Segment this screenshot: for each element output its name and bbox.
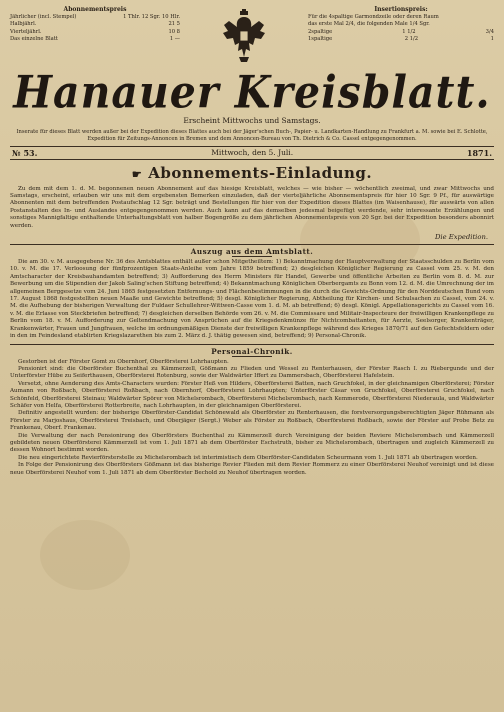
price-row-value: 1 Thlr. 12 Sgr. 10 Hlr. bbox=[123, 14, 180, 21]
price-row-value: 1 — bbox=[169, 35, 180, 42]
insert-row bbox=[308, 36, 494, 43]
newspaper-subtitle: Erscheint Mittwochs und Samstags. bbox=[183, 116, 321, 125]
eagle-icon bbox=[221, 9, 267, 63]
chronik-paragraph: Pensionirt sind: die Oberförster Buchenthal zu Kämmerzell, Gößmann zu Flieden und Wessel zu Renterhausen, der Förster Rasch I. zu Riebergunde und der Unterförster Hübe zu Seiferthausen, Oberförsterei Rotenburg, sowie der Waldwärter Iffert zu Dammersbach, Oberförsterei Hafelstein. bbox=[10, 365, 494, 380]
price-row-label: Vierteljährl. bbox=[10, 28, 42, 35]
price-row-label: Jährlicher (incl. Stempel) bbox=[10, 14, 77, 21]
amtsblatt-text: Die am 30. v. M. ausgegebene Nr. 36 des Amtsblattes enthält außer schon Mitgetheiltem: 1) Bekanntmachung der Hauptverwaltung der Staatsschulden zu Berlin vom 10. v. M. die 17. Verloosung der fünfprozentigen Staats-Anleihe vom Jahre 1859 betreffend; 2) desgleichen Königlicher Regierung zu Cassel vom 25. v. M. den Amtscharacter der Kreisbauhandamten betreffend; 3) Aufforderung des Herrn Ministers für Handel, Gewerbe und öffentliche Arbeiten zu Berlin vom 8. d. M. zur Bewerbung um die Stipendien der Jakob Saling'schen Stiftung betreffend; 4) Bekanntmachung Königlichen Oberbergamts zu Bonn vom 12. d. M. die Umrechnung der im allgemeinen Berggesetze vom 24. Juni 1865 festgesetzten Entfernungs- und Flächenbestimmungen in die durch die Gewichts-Ordnung für den Norddeutschen Bund vom 17. August 1868 festgestellten neuen Maaße und Gewichte betreffend; 5) desgl. Königlicher Regierung, Abtheilung für Kirchen- und Schulsachen zu Cassel, vom 24. v. M. die Aufhebung der bisherigen Verwaltung der Fuldaer Schullehrer-Wittwen-Casse vom 1. d. M. ab betreffend; 6) desgl. Königl. Appellationsgerichts zu Cassel vom 16. v. M. die Erlasse von Steckbriefen betreffend; 7) desgleichen derselben Behörde vom 26. v. M. die Commissare und Militair-Inspecteure der freiwilligen Krankenpflege zu Berlin vom 18. v. M. Aufforderung zur Geltendmachung von Ansprüchen auf die Kriegsdenkmünze für Nichtcombattanten, für Aerzte, Seelsorger, Krankenträger, Krankenwärter, Frauen und Jungfrauen, welche im ordnungsmäßigen Dienste der freiwilligen Krankenpflege während des Krieges 1870/71 auf den Gefechtsfeldern oder in den im Feindesland etablirten Kriegslazarethen bis zum 2. März d. J. thätig gewesen sind, betreffend; 9) Personal-Chronik. bbox=[10, 259, 494, 340]
subscription-price-box bbox=[10, 6, 180, 43]
pointing-hand-icon: ☛ bbox=[131, 167, 143, 181]
price-row-value: 10 8 bbox=[168, 28, 180, 35]
eagle-emblem bbox=[220, 8, 268, 64]
price-row bbox=[10, 14, 180, 21]
chronik-paragraph: Definitiv angestellt wurden: der bisherige Oberförster-Candidat Schönewald als Oberförster zu Renterhausen, die forstversorgungsberechtigten Jäger Rühmann als Förster zu Marjoshaus, Oberförsterei Treisbach, und Oberjäger (Sergt.) Weber als Förster zu Roßbach, Oberförsterei Roßbach, sowie der Förster auf Probe Betz zu Frankenau, Oberf. Frankenau. bbox=[10, 410, 494, 432]
chronik-paragraph: In Folge der Pensionirung des Oberförsters Gößmann ist das bisherige Revier Flieden mit dem Revier Rommerz zu einer Oberförsterei Neuhof vereinigt und ist diese neue Oberförsterei Neuhof vom 1. Juli 1871 ab dem Oberförster Bechold zu Neuhof übertragen worden. bbox=[10, 462, 494, 476]
abonnement-title: Abonnements-Einladung. bbox=[148, 163, 373, 182]
insert-row bbox=[308, 29, 494, 36]
newspaper-title: Hanauer Kreisblatt. bbox=[13, 65, 491, 119]
issue-bar bbox=[10, 146, 494, 160]
chronik-paragraph: Die Verwaltung der nach Pensionirung des Oberförsters Buchenthal zu Kämmerzell durch Vereinigung der beiden Reviere Michelsrombach und Kämmerzell gebildeten neuen Oberförsterei Kämmerzell ist vom 1. Juli 1871 ab dem Oberförster Eschstruth, bisher zu Michelsrombach, übertragen und zugleich Kämmerzell zu dessen Wohnort bestimmt worden. bbox=[10, 432, 494, 454]
insert-line: das erste Mal 2/4, die folgenden Male 1/4 Sgr. bbox=[308, 21, 430, 28]
insert-line: Für die 4spaltige Garmondzeile oder deren Raum bbox=[308, 14, 439, 21]
price-row-label: Halbjährl. bbox=[10, 21, 37, 28]
personal-chronik-body bbox=[10, 359, 494, 478]
amtsblatt-title: Auszug aus dem Amtsblatt. bbox=[190, 247, 314, 257]
insert-box-title: Insertionspreis: bbox=[374, 6, 428, 13]
insertion-price-box bbox=[308, 6, 494, 43]
title-rule bbox=[232, 256, 272, 257]
chronik-paragraph: Versetzt, ohne Aenderung des Amts-Characters wurden: Förster Heß von Hilders, Oberförsterei Batten, nach Gruchfokel, in der gleichnamigen Oberförsterei; Förster Aumann von Roßbach, Oberförsterei Roßbach, nach Obernhorf, Oberförsterei Lohrhaupten; Unterförster Cäsar von Gruchfokel, Oberförsterei Gruchfokel, nach Schönfeld, Oberförsterei Steinau; Waldwärter Spörer von Michelsrombach, Oberförsterei Michelsrombach, nach Kemmerode, Oberförsterei Niederaula, und Waldwärter Schäfer von Helfa, Oberförsterei Rotterbreite, nach Lohrhaupten, in der gleichnamigen Oberförsterei. bbox=[10, 380, 494, 409]
inserate-notice: Inserate für dieses Blatt werden außer bei der Expedition dieses Blattes auch bei der Jäger'schen Buch-, Papier- u. Landkarten-Handlung zu Frankfurt a. M. sowie bei E. Schlotte, Expedition für Zeitungs-Annoncen in Bremen und dem Annoncen-Bureau von Th. Dietrich & Co. Cassel entgegengenommen. bbox=[16, 129, 488, 142]
price-row-value: 21 5 bbox=[168, 21, 180, 28]
masthead-top bbox=[10, 6, 494, 72]
section-divider bbox=[10, 244, 494, 245]
price-row bbox=[10, 29, 180, 36]
insert-row-right: 1 bbox=[490, 35, 494, 42]
insert-row-label: 2spaltige bbox=[308, 28, 333, 35]
insert-row-mid: 2 1/2 bbox=[404, 35, 419, 42]
price-row bbox=[10, 21, 180, 28]
insert-row-right: 3/4 bbox=[485, 28, 494, 35]
abonnement-text: Zu dem mit dem 1. d. M. begonnenen neuen Abonnement auf das hiesige Kreisblatt, welches — wie bisher — wöchentlich zweimal, und zwar Mittwochs und Samstags, erscheint, erlauben wir uns mit dem ergebensten Bemerken einzuladen, daß der vierteljährliche Abonnementspreis für hier 10 Sgr. 9 Pf., für auswärtige Abonnenten mit dem betreffenden Postaufschlag 12 Sgr. beträgt und Bestellungen für hier von der Expedition dieses Blattes (im Waisenhause), für auswärts von allen Postanstalten des In- und Auslandes entgegengenommen werden. Auch kann auf das demselben jedesmal beigefügt werdende, sehr interessante Erzählungen und sonstiges Mannigfaltige enthaltende Unterhaltungsblatt von halber Bogengröße zu dem jährlichen Abonnementspreis von 20 Sgr. bei der Expedition besonders abonnirt werden. bbox=[10, 185, 494, 229]
price-box-title: Abonnementspreis bbox=[63, 6, 127, 13]
title-rule bbox=[232, 356, 272, 357]
chronik-paragraph: Gestorben ist der Förster Gomt zu Obernhorf, Oberförsterei Lohrhaupten. bbox=[18, 358, 229, 365]
insert-row-label: 1spaltige bbox=[308, 35, 333, 42]
price-row bbox=[10, 36, 180, 43]
issue-number: № 53. bbox=[12, 147, 38, 158]
price-row-label: Das einzelne Blatt bbox=[10, 35, 58, 42]
insert-row-mid: 1 1/2 bbox=[402, 28, 416, 35]
personal-chronik-title: Personal-Chronik. bbox=[211, 346, 293, 356]
expedition-signature: Die Expedition. bbox=[434, 233, 488, 242]
section-divider bbox=[10, 344, 494, 345]
chronik-paragraph: Die neu eingerichtete Revierförsterstelle zu Michelsrombach ist interimistisch dem Oberförster-Candidaten Scheurmann vom 1. Juli 1871 ab übertragen worden. bbox=[18, 454, 478, 461]
abonnement-heading bbox=[10, 165, 494, 183]
issue-date: Mittwoch, den 5. Juli. bbox=[211, 148, 294, 158]
issue-year: 1871. bbox=[466, 147, 492, 158]
paper-stain bbox=[40, 520, 130, 590]
